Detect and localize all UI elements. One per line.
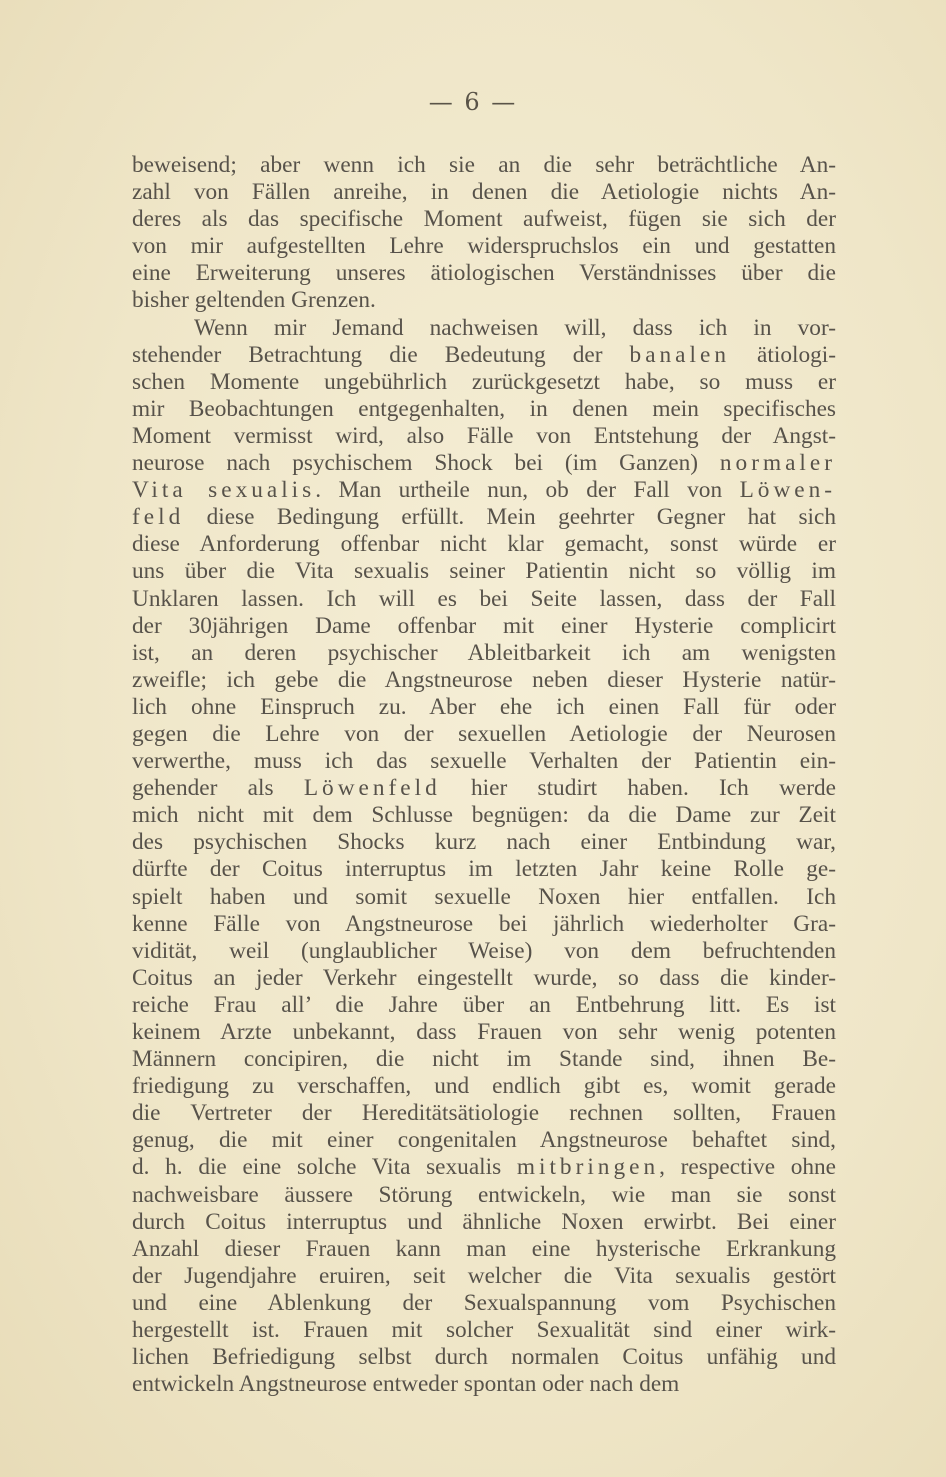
text-segment: diese Anforderung offenbar nicht klar gemacht, sonst würde er (132, 531, 836, 558)
text-segment: Unklaren lassen. Ich will es bei Seite lassen, dass der Fall (132, 585, 836, 612)
text-line (132, 911, 836, 938)
text-line (132, 477, 836, 504)
spaced-emphasis: Löwenfeld (303, 775, 441, 802)
text-line (132, 1236, 836, 1263)
text-segment: der Jugendjahre eruiren, seit welcher die Vita sexualis gestört (132, 1262, 836, 1289)
text-segment: zweifle; ich gebe die Angstneurose neben dieser Hysterie natür- (132, 666, 836, 693)
text-line (132, 423, 836, 450)
text-line (132, 721, 836, 748)
text-segment: stehender Betrachtung die Bedeutung der (132, 341, 630, 368)
text-segment: nachweisbare äussere Störung entwickeln, wie man sie sonst (132, 1181, 836, 1208)
text-line (132, 396, 836, 423)
text-segment: keinem Arzte unbekannt, dass Frauen von sehr wenig potenten (132, 1019, 836, 1045)
text-line (132, 965, 836, 992)
text-line (132, 1209, 836, 1236)
text-segment: , respective ohne (659, 1154, 836, 1181)
text-segment: diese Bedingung erfüllt. Mein geehrter Gegner hat sich (184, 504, 836, 531)
text-line (132, 613, 836, 640)
text-line (132, 342, 836, 369)
text-line (132, 233, 836, 260)
text-line (132, 586, 836, 613)
text-segment: Wenn mir Jemand nachweisen will, dass ich in vor- (194, 314, 836, 341)
text-segment: friedigung zu verschaffen, und endlich gibt es, womit gerade (132, 1073, 836, 1100)
text-segment: ist, an deren psychischer Ableitbarkeit ich am wenigsten (132, 639, 836, 666)
text-segment: von mir aufgestellten Lehre widerspruchslos ein und gestatten (132, 233, 836, 260)
text-line (132, 260, 836, 287)
text-segment: der 30jährigen Dame offenbar mit einer Hysterie complicirt (132, 612, 836, 639)
text-line (132, 504, 836, 531)
text-segment: schen Momente ungebührlich zurückgesetzt habe, so muss er (132, 368, 836, 395)
text-line (132, 1046, 836, 1073)
text-segment: ätiologi- (730, 341, 836, 368)
text-segment: reiche Frau all’ die Jahre über an Entbehrung litt. Es ist (132, 991, 836, 1018)
text-line (132, 1019, 836, 1046)
text-line (132, 1290, 836, 1317)
text-line (132, 802, 836, 829)
text-segment: d. h. die eine solche Vita sexualis (132, 1154, 517, 1181)
text-line (132, 531, 836, 558)
text-line (132, 1317, 836, 1344)
text-segment: entwickeln Angstneurose entweder spontan oder nach dem (132, 1371, 680, 1398)
text-segment: Männern concipiren, die nicht im Stande sind, ihnen Be- (132, 1046, 836, 1073)
text-segment: lichen Befriedigung selbst durch normalen Coitus unfähig und (132, 1344, 836, 1371)
text-segment: mich nicht mit dem Schlusse begnügen: da die Dame zur Zeit (132, 802, 836, 829)
text-line (132, 1154, 836, 1181)
text-line (132, 179, 836, 206)
text-segment: und eine Ablenkung der Sexualspannung vom Psychischen (132, 1289, 836, 1316)
text-segment: Anzahl dieser Frauen kann man eine hysterische Erkrankung (132, 1235, 836, 1262)
text-segment: hier studirt haben. Ich werde (440, 775, 836, 802)
text-segment: gegen die Lehre von der sexuellen Aetiologie der Neurosen (132, 720, 836, 747)
text-segment: beweisend; aber wenn ich sie an die sehr beträchtliche An- (132, 152, 836, 178)
text-segment: genug, die mit einer congenitalen Angstneurose behaftet sind, (132, 1127, 836, 1154)
text-line (132, 1100, 836, 1127)
spaced-emphasis: Vita sexualis (132, 477, 316, 504)
text-line (132, 558, 836, 585)
text-segment: spielt haben und somit sexuelle Noxen hier entfallen. Ich (132, 883, 836, 910)
text-line (132, 206, 836, 233)
text-line (132, 829, 836, 856)
text-line (132, 856, 836, 883)
text-line (132, 450, 836, 477)
spaced-emphasis: feld (132, 504, 185, 531)
text-line (132, 1073, 836, 1100)
text-line (132, 992, 836, 1019)
text-line (132, 884, 836, 911)
text-line (132, 152, 836, 179)
spaced-emphasis: normaler (719, 450, 836, 477)
text-segment: neurose nach psychischem Shock bei (im Ganzen) (132, 450, 720, 477)
text-segment: deres als das specifische Moment aufweist, fügen sie sich der (132, 206, 836, 233)
text-line (132, 1182, 836, 1209)
text-line (132, 287, 836, 314)
text-segment: mir Beobachtungen entgegenhalten, in denen mein specifisches (132, 395, 836, 422)
page-number: — 6 — (428, 88, 518, 116)
text-line (132, 775, 836, 802)
text-segment: vidität, weil (unglaublicher Weise) von dem befruchtenden (132, 937, 836, 964)
text-segment: Moment vermisst wird, also Fälle von Entstehung der Angst- (132, 422, 836, 449)
body-text (132, 152, 836, 1398)
text-line (132, 1371, 836, 1398)
text-segment: hergestellt ist. Frauen mit solcher Sexualität sind einer wirk- (132, 1317, 836, 1344)
text-line (132, 1263, 836, 1290)
text-line (132, 667, 836, 694)
text-line (132, 1127, 836, 1154)
text-line (132, 694, 836, 721)
text-line (132, 640, 836, 667)
text-segment: zahl von Fällen anreihe, in denen die Aetiologie nichts An- (132, 179, 836, 206)
spaced-emphasis: Löwen- (739, 477, 837, 504)
text-line (132, 1344, 836, 1371)
spaced-emphasis: banalen (629, 341, 730, 368)
text-segment: die Vertreter der Hereditätsätiologie rechnen sollten, Frauen (132, 1100, 836, 1127)
text-segment: dürfte der Coitus interruptus im letzten Jahr keine Rolle ge- (132, 856, 836, 883)
text-segment: . Man urtheile nun, ob der Fall von (315, 477, 740, 504)
text-segment: eine Erweiterung unseres ätiologischen Verständnisses über die (132, 260, 836, 287)
text-line (132, 748, 836, 775)
text-line (132, 369, 836, 396)
text-segment: des psychischen Shocks kurz nach einer Entbindung war, (132, 829, 836, 856)
text-segment: verwerthe, muss ich das sexuelle Verhalten der Patientin ein- (132, 748, 836, 775)
text-segment: lich ohne Einspruch zu. Aber ehe ich einen Fall für oder (132, 693, 836, 720)
text-segment: durch Coitus interruptus und ähnliche Noxen erwirbt. Bei einer (132, 1208, 836, 1235)
text-segment: gehender als (132, 775, 304, 802)
text-line (132, 315, 836, 342)
text-segment: Coitus an jeder Verkehr eingestellt wurde, so dass die kinder- (132, 964, 836, 991)
text-line (132, 938, 836, 965)
text-segment: kenne Fälle von Angstneurose bei jährlich wiederholter Gra- (132, 910, 836, 937)
text-segment: uns über die Vita sexualis seiner Patientin nicht so völlig im (132, 558, 836, 585)
text-segment: bisher geltenden Grenzen. (132, 287, 376, 314)
spaced-emphasis: mitbringen (516, 1154, 660, 1181)
